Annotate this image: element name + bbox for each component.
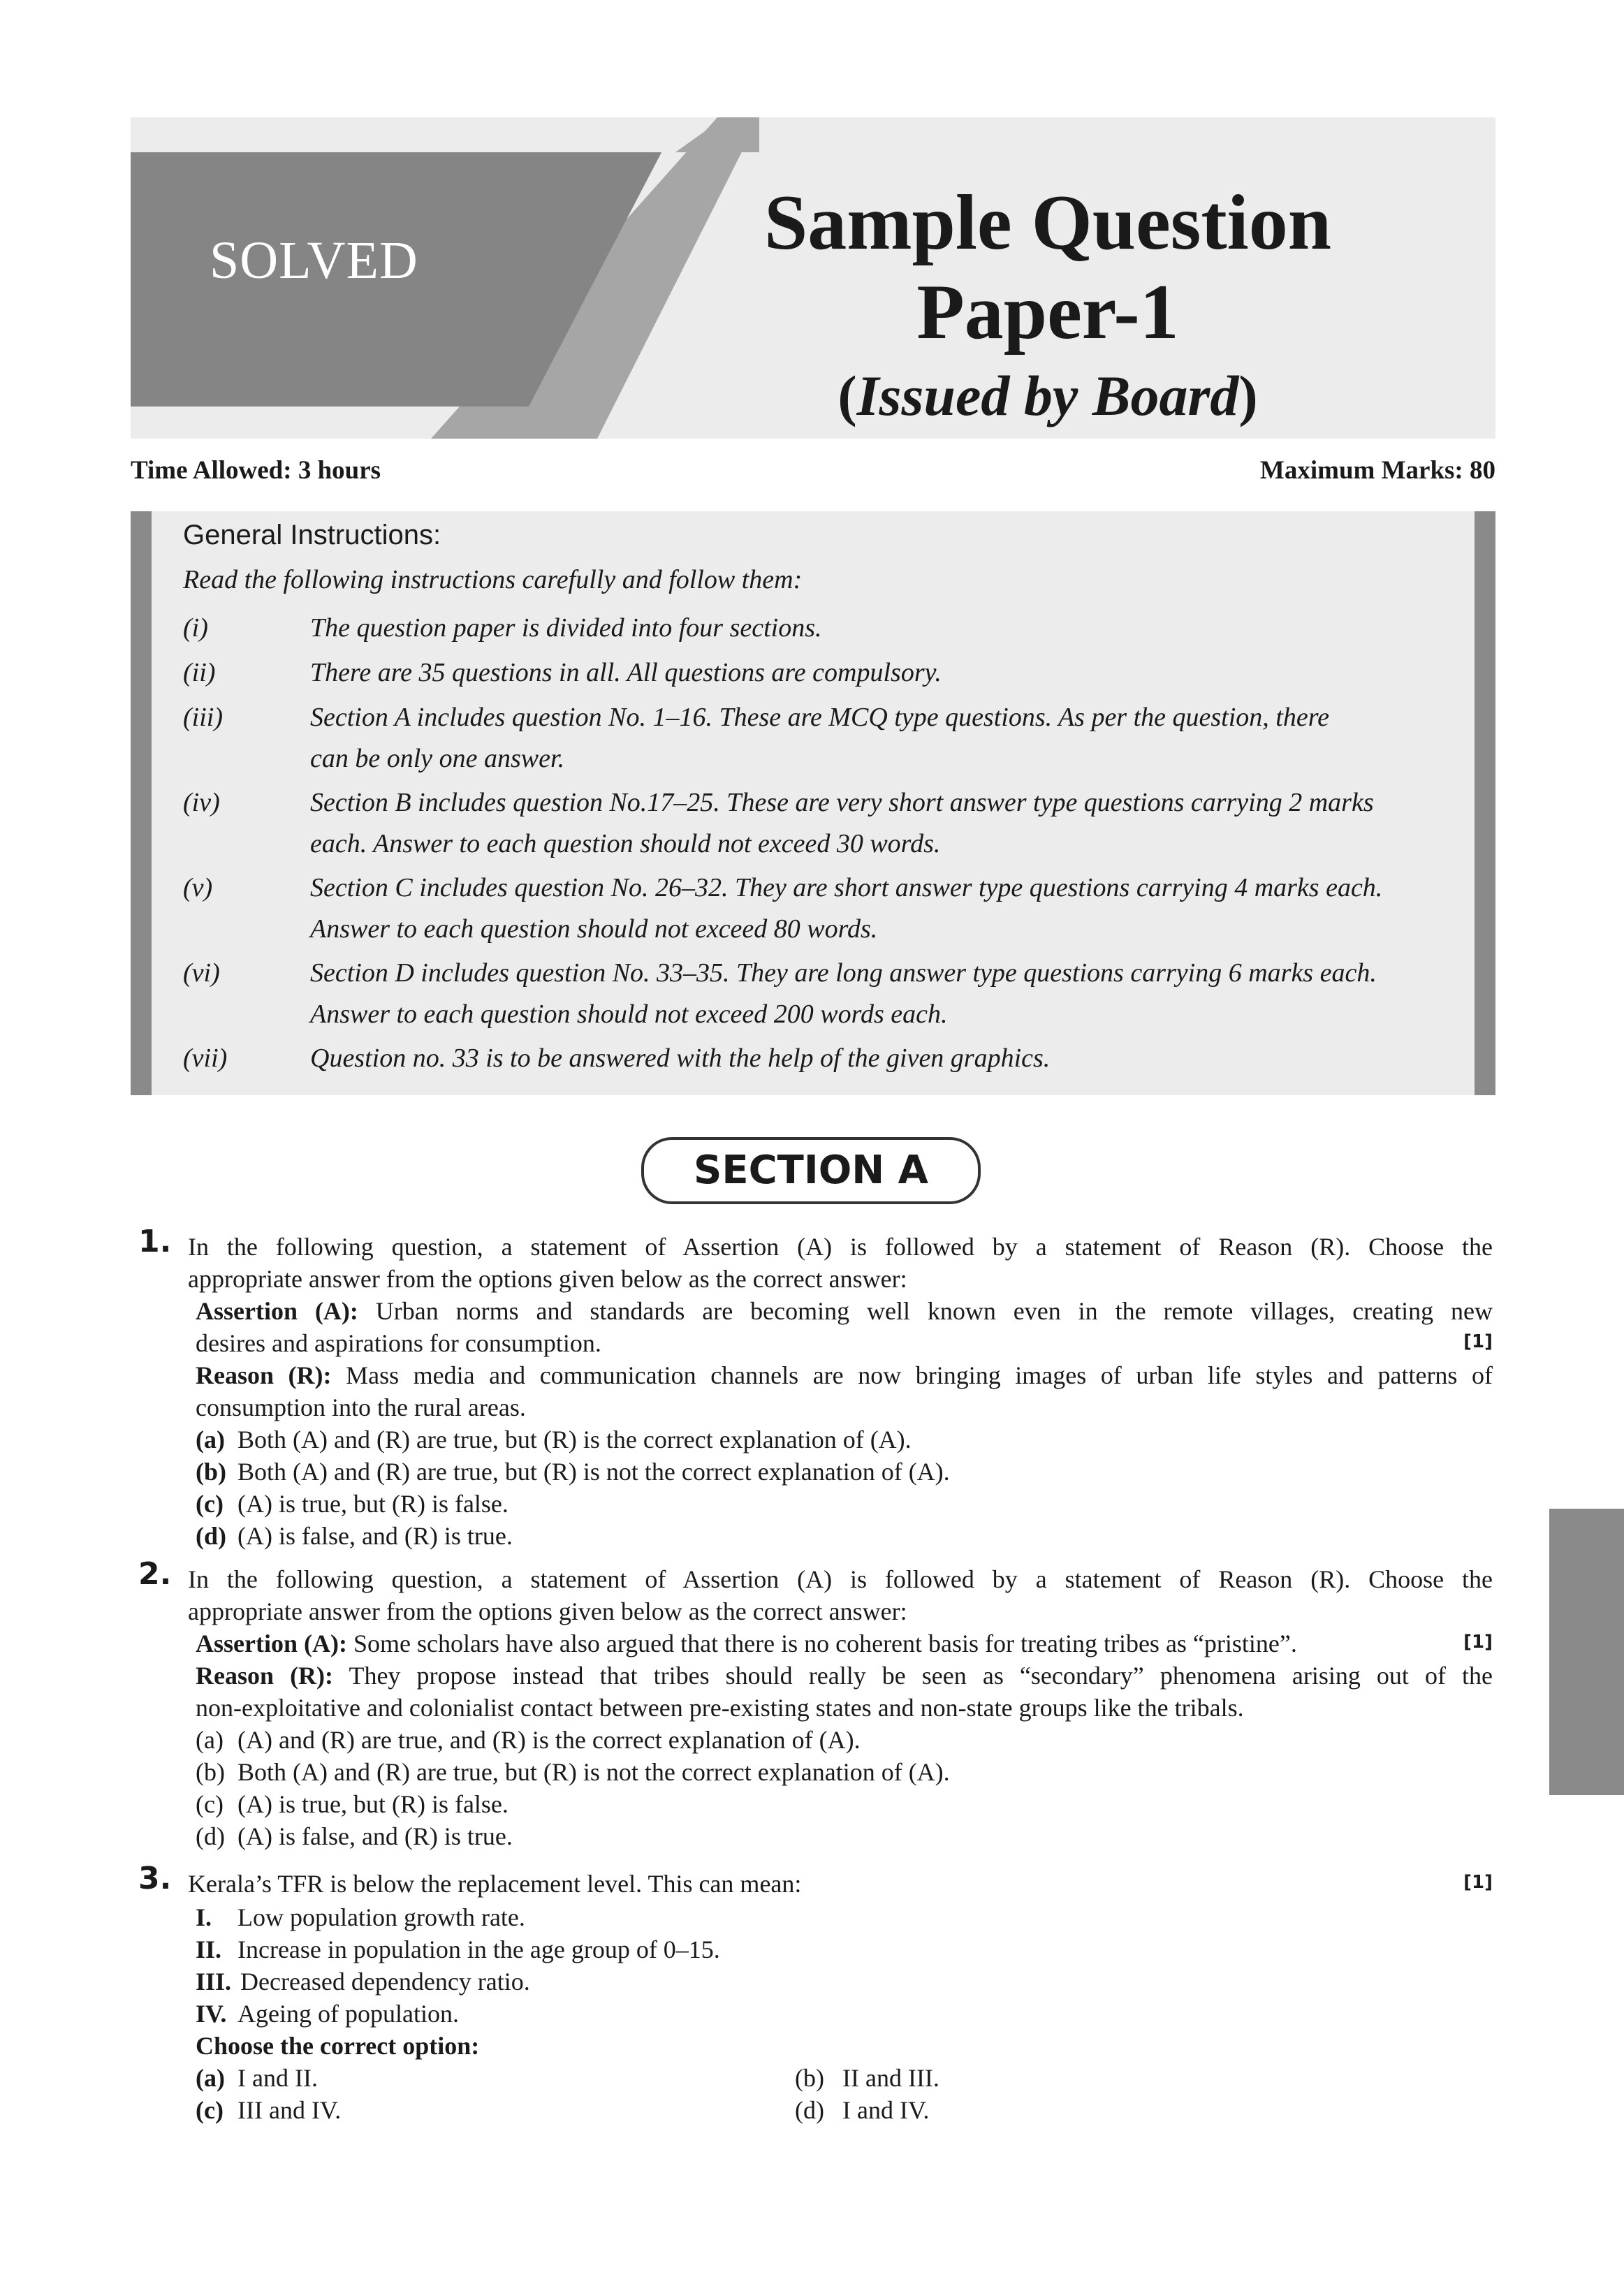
q1-option-key: (d)	[196, 1522, 226, 1550]
q1-assertion-line-2: desires and aspirations for consumption.	[196, 1329, 601, 1357]
question-number: 1.	[138, 1224, 172, 1259]
q1-option-text: Both (A) and (R) are true, but (R) is the correct explanation of (A).	[237, 1426, 912, 1454]
q2-mark: [1]	[1463, 1632, 1493, 1653]
q3-option-key: (d)	[795, 2096, 824, 2124]
assertion-text: Some scholars have also argued that there is no coherent basis for treating tribes as “pristine”.	[346, 1630, 1297, 1657]
q2-option-key: (b)	[196, 1758, 225, 1786]
q2-stem-line-1: In the following question, a statement of Assertion (A) is followed by a statement of Reason (R). Choose the	[188, 1565, 1493, 1593]
q1-reason-line-2: consumption into the rural areas.	[196, 1393, 526, 1421]
q3-stem: Kerala’s TFR is below the replacement level. This can mean:	[188, 1870, 802, 1898]
instruction-number: (v)	[183, 873, 213, 902]
q3-option-key: (c)	[196, 2096, 224, 2124]
instruction-text: can be only one answer.	[310, 744, 565, 773]
reason-label: Reason (R):	[196, 1361, 332, 1389]
instruction-text: Section A includes question No. 1–16. These are MCQ type questions. As per the question, there	[310, 703, 1329, 732]
q2-reason-line-1	[196, 1660, 1493, 1692]
q3-statement-key: III.	[196, 1968, 232, 1996]
instruction-number: (vii)	[183, 1044, 228, 1073]
q1-option-text: (A) is true, but (R) is false.	[237, 1490, 509, 1518]
q1-stem-line-2: appropriate answer from the options given below as the correct answer:	[188, 1265, 907, 1293]
instructions-box	[131, 511, 1495, 1095]
instruction-text: Section C includes question No. 26–32. They are short answer type questions carrying 4 marks each.	[310, 873, 1383, 902]
instructions-bar-left	[131, 511, 152, 1095]
q2-option-text: (A) and (R) are true, and (R) is the correct explanation of (A).	[237, 1726, 861, 1754]
title-line-1: Sample Question	[763, 180, 1332, 266]
q1-stem-line-1: In the following question, a statement of Assertion (A) is followed by a statement of Reason (R). Choose the	[188, 1233, 1493, 1261]
q2-reason-line-2: non-exploitative and colonialist contact between pre-existing states and non-state groups like the tribals.	[196, 1694, 1244, 1722]
reason-text: Mass media and communication channels are now bringing images of urban life styles and patterns of	[331, 1361, 1493, 1389]
q3-option-text: II and III.	[842, 2064, 939, 2092]
page-side-tab	[1549, 1509, 1624, 1795]
question-number: 3.	[138, 1861, 172, 1896]
q3-statement-text: Increase in population in the age group of 0–15.	[237, 1935, 720, 1963]
instruction-text: each. Answer to each question should not exceed 30 words.	[310, 829, 941, 858]
q2-option-key: (c)	[196, 1790, 224, 1818]
instruction-text: There are 35 questions in all. All questions are compulsory.	[310, 658, 942, 687]
q1-option-key: (c)	[196, 1490, 224, 1518]
q1-option-key: (b)	[196, 1458, 226, 1486]
instruction-number: (ii)	[183, 658, 216, 687]
assertion-text: Urban norms and standards are becoming well known even in the remote villages, creating new	[358, 1297, 1493, 1325]
q3-option-text: III and IV.	[237, 2096, 342, 2124]
instruction-number: (i)	[183, 613, 208, 643]
q2-assertion-line-1	[196, 1627, 1297, 1660]
q1-assertion-line-1	[196, 1295, 1493, 1327]
reason-text: They propose instead that tribes should really be seen as “secondary” phenomena arising out of the	[333, 1662, 1493, 1690]
q3-statement-text: Ageing of population.	[237, 2000, 459, 2028]
q2-option-text: Both (A) and (R) are true, but (R) is not the correct explanation of (A).	[237, 1758, 950, 1786]
assertion-label: Assertion (A):	[196, 1630, 347, 1657]
assertion-label: Assertion (A):	[196, 1297, 358, 1325]
instruction-text: Question no. 33 is to be answered with the help of the given graphics.	[310, 1044, 1051, 1073]
instruction-text: Answer to each question should not exceed 80 words.	[310, 914, 878, 944]
q1-option-text: Both (A) and (R) are true, but (R) is not the correct explanation of (A).	[237, 1458, 950, 1486]
reason-label: Reason (R):	[196, 1662, 334, 1690]
q1-option-text: (A) is false, and (R) is true.	[237, 1522, 513, 1550]
time-allowed: Time Allowed: 3 hours	[131, 456, 381, 485]
q2-stem-line-2: appropriate answer from the options given below as the correct answer:	[188, 1597, 907, 1625]
subtitle-text: Issued by Board	[856, 364, 1239, 427]
q3-statement-text: Decreased dependency ratio.	[240, 1968, 530, 1996]
q3-option-text: I and IV.	[842, 2096, 930, 2124]
instruction-number: (vi)	[183, 958, 220, 988]
instruction-text: The question paper is divided into four sections.	[310, 613, 822, 643]
q1-option-key: (a)	[196, 1426, 225, 1454]
maximum-marks: Maximum Marks: 80	[1259, 456, 1495, 485]
section-a-heading: SECTION A	[641, 1137, 981, 1204]
q3-option-key: (b)	[795, 2064, 824, 2092]
q3-choose-label: Choose the correct option:	[196, 2032, 480, 2060]
instruction-number: (iv)	[183, 788, 220, 817]
q3-statement-key: IV.	[196, 2000, 227, 2028]
q3-mark: [1]	[1463, 1872, 1493, 1893]
instruction-text: Section B includes question No.17–25. These are very short answer type questions carrying 2 marks	[310, 788, 1374, 817]
subtitle-close: )	[1238, 364, 1258, 427]
title-line-2: Paper-1	[916, 269, 1179, 356]
instructions-bar-right	[1475, 511, 1495, 1095]
question-number: 2.	[138, 1556, 172, 1592]
instruction-text: Answer to each question should not exceed 200 words each.	[310, 1000, 948, 1029]
q2-option-text: (A) is false, and (R) is true.	[237, 1822, 513, 1850]
subtitle-open: (	[837, 364, 857, 427]
q3-statement-text: Low population growth rate.	[237, 1903, 525, 1931]
q1-reason-line-1	[196, 1359, 1493, 1391]
instruction-number: (iii)	[183, 703, 223, 732]
instructions-intro: Read the following instructions carefully and follow them:	[183, 565, 803, 594]
q2-option-key: (d)	[196, 1822, 225, 1850]
solved-badge: SOLVED	[210, 231, 418, 290]
q3-option-text: I and II.	[237, 2064, 318, 2092]
q3-option-key: (a)	[196, 2064, 225, 2092]
instruction-text: Section D includes question No. 33–35. They are long answer type questions carrying 6 marks each.	[310, 958, 1377, 988]
instructions-heading: General Instructions:	[183, 520, 441, 550]
q2-option-key: (a)	[196, 1726, 224, 1754]
page-title	[629, 178, 1467, 357]
q1-mark: [1]	[1463, 1331, 1493, 1352]
q2-option-text: (A) is true, but (R) is false.	[237, 1790, 509, 1818]
page-subtitle	[629, 363, 1467, 429]
q3-statement-key: I.	[196, 1903, 212, 1931]
q3-statement-key: II.	[196, 1935, 222, 1963]
